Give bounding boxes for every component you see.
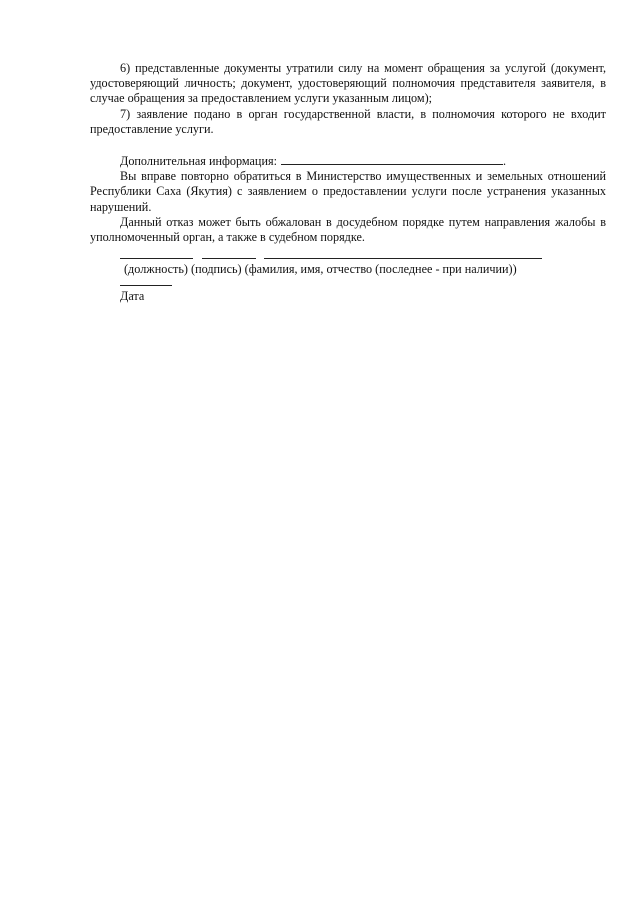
date-blank-line xyxy=(120,285,172,286)
reapply-notice: Вы вправе повторно обратиться в Министерство имущественных и земельных отношений Республики Саха (Якутия) с заявлением о предоставлении услуги после устранения указанных нарушений. xyxy=(90,169,606,214)
document-body xyxy=(90,61,606,305)
position-blank-line xyxy=(120,258,193,259)
signature-captions: (должность) (подпись) (фамилия, имя, отчество (последнее - при наличии)) xyxy=(124,262,517,277)
additional-info-label: Дополнительная информация: xyxy=(120,154,277,169)
refusal-reason-6: 6) представленные документы утратили силу на момент обращения за услугой (документ, удостоверяющий личность; документ, удостоверяющий полномочия представителя заявителя, в случае обращения за предоставлением услуги указанным лицом); xyxy=(90,61,606,106)
date-line-row xyxy=(90,277,606,289)
refusal-reason-7: 7) заявление подано в орган государственной власти, в полномочия которого не входит предоставление услуги. xyxy=(90,106,606,136)
additional-info xyxy=(90,153,606,169)
additional-info-blank-line xyxy=(281,153,503,165)
signature-blank-line xyxy=(202,258,256,259)
additional-info-period: . xyxy=(502,154,507,169)
appeal-notice: Данный отказ может быть обжалован в досудебном порядке путем направления жалобы в уполномоченный орган, а также в судебном порядке. xyxy=(90,214,606,245)
spacer xyxy=(90,137,606,153)
date-caption: Дата xyxy=(120,289,145,304)
full-name-blank-line xyxy=(264,258,542,259)
signature-lines xyxy=(90,248,606,262)
